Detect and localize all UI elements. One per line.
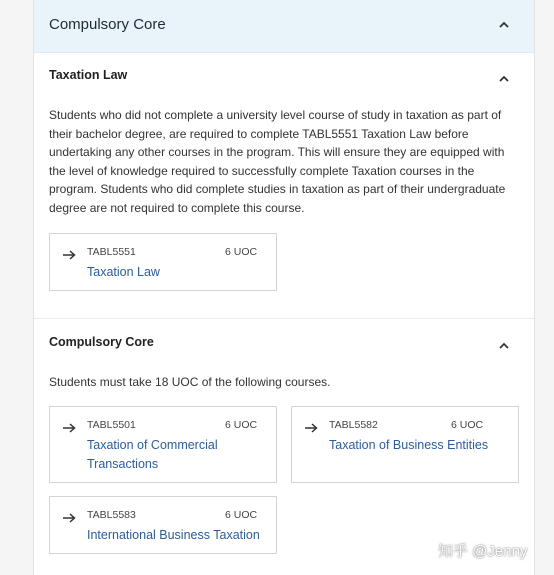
section-title: Taxation Law [49,68,128,82]
arrow-right-icon [62,247,76,257]
course-name-link[interactable]: Taxation Law [87,265,160,279]
section-description: Students must take 18 UOC of the following courses. [49,375,331,389]
course-code: TABL5583 [87,509,136,521]
course-code: TABL5582 [329,419,378,431]
chevron-up-icon[interactable] [497,18,511,32]
course-name-link[interactable]: Taxation of Business Entities [329,438,489,452]
panel-header[interactable] [34,0,534,53]
course-uoc: 6 UOC [225,419,258,431]
compulsory-core-panel [33,0,535,575]
course-card-tabl5582[interactable] [291,406,519,483]
course-uoc: 6 UOC [225,509,258,521]
chevron-up-icon[interactable] [497,339,511,353]
course-name-link[interactable]: International Business Taxation [87,528,260,542]
arrow-right-icon [62,510,76,520]
section-description: Students who did not complete a university level course of study in taxation as part of their bachelor degree, are required to complete TABL5551 Taxation Law before undertaking any other courses in the program. This will ensure they are equipped with the level of knowledge required to successfully complete Taxation courses in the program. Students who did complete studies in taxation as part of their undergraduate degree are not required to complete this course. [49,108,506,215]
course-card-tabl5551[interactable] [49,233,277,291]
course-card-tabl5501[interactable] [49,406,277,483]
course-code: TABL5551 [87,246,136,258]
watermark: 知乎 @Jenny [438,543,528,560]
course-name-link[interactable]: Taxation of Commercial Transactions [87,438,218,471]
section-divider [34,318,534,319]
section-title: Compulsory Core [49,335,154,349]
arrow-right-icon [304,420,318,430]
course-code: TABL5501 [87,419,136,431]
arrow-right-icon [62,420,76,430]
course-uoc: 6 UOC [225,246,258,258]
panel-title: Compulsory Core [49,16,166,33]
chevron-up-icon[interactable] [497,72,511,86]
course-uoc: 6 UOC [451,419,484,431]
course-card-tabl5583[interactable] [49,496,277,554]
